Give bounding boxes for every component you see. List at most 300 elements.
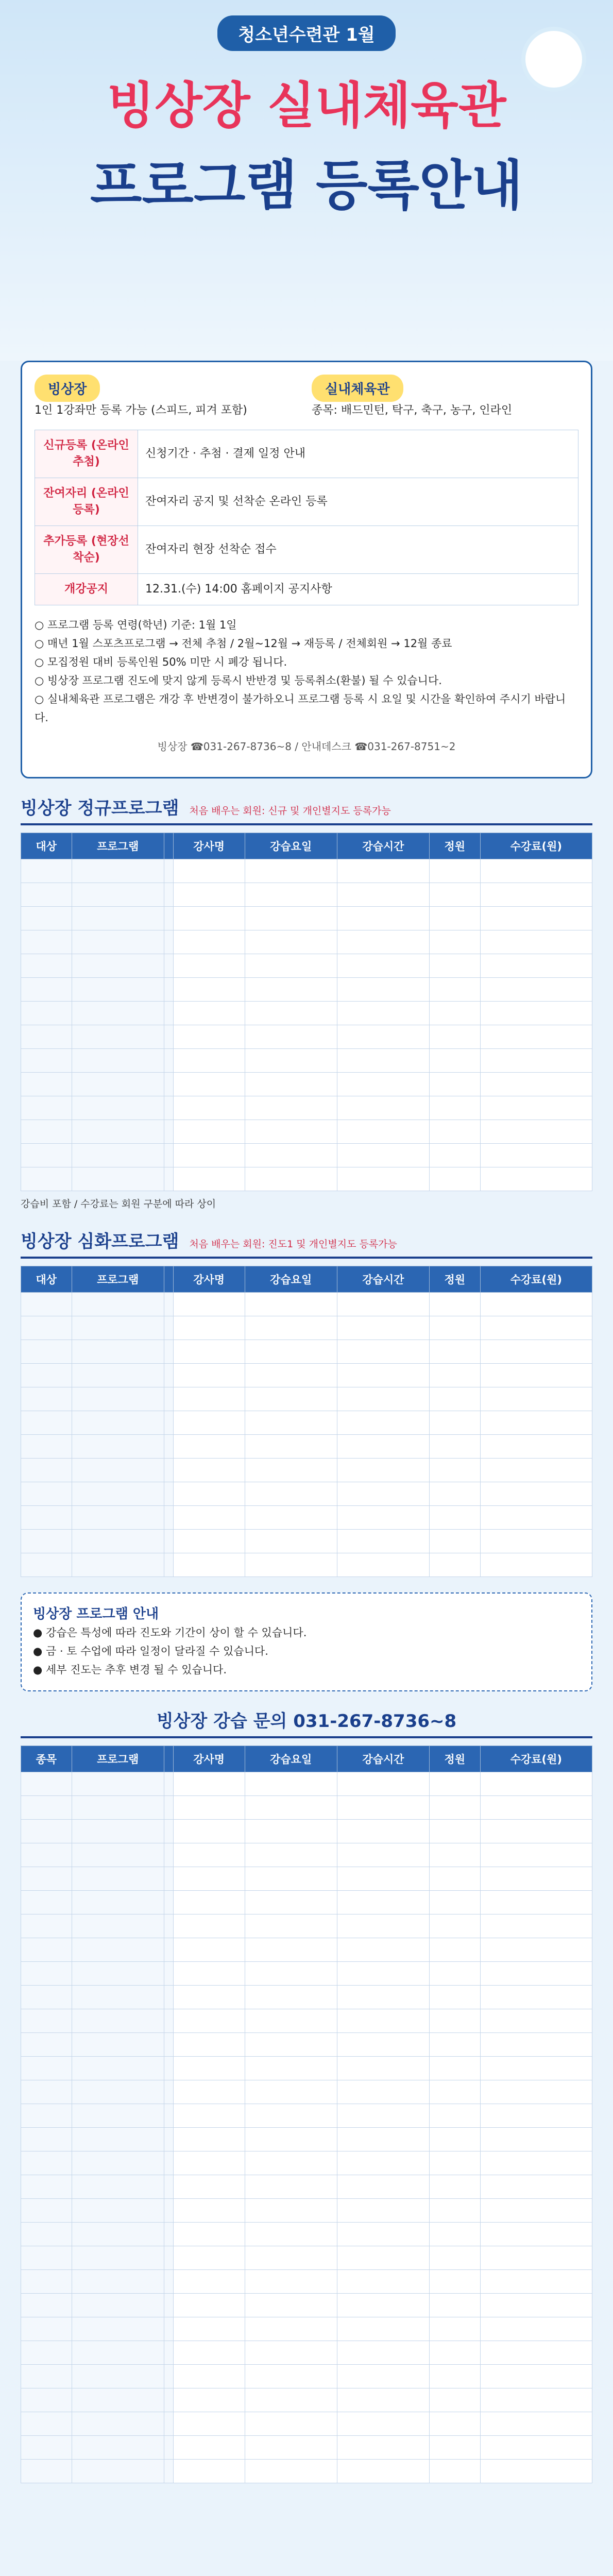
table-cell [480, 2009, 592, 2033]
table-cell [72, 1167, 164, 1191]
table-cell [245, 1073, 337, 1096]
table-row [21, 2388, 592, 2412]
table-cell [480, 883, 592, 907]
table-cell [173, 1144, 245, 1167]
table-cell [21, 1506, 72, 1530]
table-cell [430, 1096, 481, 1120]
table-cell [480, 2270, 592, 2294]
table-cell [173, 2151, 245, 2175]
table-cell [164, 2175, 173, 2199]
table-cell [21, 2057, 72, 2080]
table-cell [337, 2365, 429, 2388]
table-cell [430, 1025, 481, 1049]
table-cell [480, 2128, 592, 2151]
table-cell [21, 1293, 72, 1316]
table-cell [480, 2151, 592, 2175]
table-cell [173, 2460, 245, 2483]
table-cell [72, 2104, 164, 2128]
table-cell [337, 2199, 429, 2223]
table-cell [72, 2080, 164, 2104]
table-cell [21, 2365, 72, 2388]
table-row [21, 1914, 592, 1938]
table-cell [21, 883, 72, 907]
table-cell [337, 1867, 429, 1891]
table-cell [480, 859, 592, 883]
table-cell [72, 1914, 164, 1938]
table-cell [173, 2412, 245, 2436]
table-row [21, 2223, 592, 2246]
table-cell [21, 1167, 72, 1191]
table-cell [245, 2460, 337, 2483]
table-cell [245, 1459, 337, 1482]
table-cell [245, 907, 337, 930]
table-cell [245, 1411, 337, 1435]
table-row [21, 1553, 592, 1577]
schedule-body: 잔여자리 현장 선착순 접수 [138, 526, 578, 574]
table-cell [72, 1073, 164, 1096]
table-cell [173, 907, 245, 930]
table-cell [173, 1364, 245, 1387]
table-cell [173, 1867, 245, 1891]
table-cell [480, 1120, 592, 1144]
table-cell [480, 1506, 592, 1530]
table-cell [337, 1144, 429, 1167]
table-cell [21, 1002, 72, 1025]
table-row [21, 1120, 592, 1144]
table-cell [430, 1506, 481, 1530]
table-cell [337, 1962, 429, 1986]
table-cell [337, 2175, 429, 2199]
table-cell [480, 1459, 592, 1482]
table-cell [21, 2175, 72, 2199]
table-cell [164, 1986, 173, 2009]
table-cell [21, 2317, 72, 2341]
table-cell [430, 2341, 481, 2365]
table-row [21, 954, 592, 978]
table-cell [164, 1025, 173, 1049]
table-cell [173, 2223, 245, 2246]
table-cell [337, 1506, 429, 1530]
table-header: 프로그램 [72, 1266, 164, 1293]
table-row [21, 1167, 592, 1191]
table-header: 강습요일 [245, 1266, 337, 1293]
regular-table [21, 833, 592, 1191]
table-cell [480, 2104, 592, 2128]
table-cell [337, 2057, 429, 2080]
note-item: ○ 빙상장 프로그램 진도에 맞지 않게 등록시 반반경 및 등록취소(환불) 될 수 있습니다. [35, 674, 442, 687]
table-cell [480, 1553, 592, 1577]
table-cell [480, 1820, 592, 1843]
table-row [21, 2128, 592, 2151]
regular-title [21, 794, 592, 825]
table-header: 수강료(원) [480, 1746, 592, 1772]
table-cell [337, 1167, 429, 1191]
table-cell [173, 1938, 245, 1962]
gym-section [21, 1707, 592, 2483]
table-cell [21, 1962, 72, 1986]
table-cell [21, 2412, 72, 2436]
table-cell [72, 2175, 164, 2199]
table-cell [480, 1364, 592, 1387]
table-cell [480, 1049, 592, 1073]
guide-lines [33, 1623, 580, 1679]
table-cell [21, 1340, 72, 1364]
table-cell [72, 1891, 164, 1914]
table-cell [430, 1364, 481, 1387]
table-cell [480, 2033, 592, 2057]
table-cell [173, 883, 245, 907]
table-cell [164, 1293, 173, 1316]
table-cell [430, 1387, 481, 1411]
table-row [21, 1820, 592, 1843]
table-cell [245, 1820, 337, 1843]
table-cell [480, 1843, 592, 1867]
table-row [21, 1025, 592, 1049]
table-cell [480, 1796, 592, 1820]
table-cell [480, 1411, 592, 1435]
gym-title-text: 빙상장 강습 문의 031-267-8736~8 [156, 1711, 457, 1732]
table-row [21, 1938, 592, 1962]
table-header: 강습시간 [337, 1266, 429, 1293]
table-cell [337, 1459, 429, 1482]
table-cell [430, 1482, 481, 1506]
table-cell [173, 1914, 245, 1938]
schedule-row [35, 574, 578, 605]
table-cell [173, 2246, 245, 2270]
table-cell [480, 2460, 592, 2483]
table-cell [245, 1553, 337, 1577]
table-cell [430, 1002, 481, 1025]
table-cell [164, 1364, 173, 1387]
table-cell [72, 859, 164, 883]
table-cell [337, 907, 429, 930]
table-cell [164, 1411, 173, 1435]
table-header: 정원 [430, 1746, 481, 1772]
table-cell [21, 954, 72, 978]
table-cell [430, 2436, 481, 2460]
table-cell [480, 1962, 592, 1986]
table-cell [337, 883, 429, 907]
table-cell [164, 1506, 173, 1530]
table-row [21, 859, 592, 883]
table-cell [72, 1530, 164, 1553]
table-cell [173, 1340, 245, 1364]
table-cell [164, 2388, 173, 2412]
table-cell [72, 1144, 164, 1167]
table-cell [430, 1843, 481, 1867]
table-cell [337, 1316, 429, 1340]
table-cell [245, 1962, 337, 1986]
table-cell [72, 2151, 164, 2175]
table-cell [72, 1820, 164, 1843]
table-cell [337, 1553, 429, 1577]
table-header: 대상 [21, 1266, 72, 1293]
table-cell [480, 978, 592, 1002]
table-cell [245, 2294, 337, 2317]
table-cell [164, 1938, 173, 1962]
table-cell [164, 883, 173, 907]
schedule-head: 추가등록 (현장선착순) [35, 526, 138, 574]
table-cell [21, 859, 72, 883]
table-cell [245, 2388, 337, 2412]
table-cell [430, 2294, 481, 2317]
table-row [21, 2412, 592, 2436]
table-row [21, 1293, 592, 1316]
table-cell [480, 1772, 592, 1796]
table-cell [21, 1049, 72, 1073]
header-badge: 청소년수련관 1월 [217, 15, 395, 51]
table-cell [173, 1553, 245, 1577]
table-cell [245, 1938, 337, 1962]
table-cell [21, 1073, 72, 1096]
table-cell [164, 1340, 173, 1364]
table-cell [480, 1914, 592, 1938]
table-row [21, 2033, 592, 2057]
schedule-row [35, 478, 578, 526]
table-cell [337, 1293, 429, 1316]
table-cell [21, 1867, 72, 1891]
table-cell [430, 859, 481, 883]
table-cell [337, 1096, 429, 1120]
table-row [21, 2175, 592, 2199]
table-cell [430, 2388, 481, 2412]
table-cell [72, 1772, 164, 1796]
table-cell [480, 2199, 592, 2223]
table-cell [337, 2270, 429, 2294]
table-cell [164, 2341, 173, 2365]
table-cell [72, 1049, 164, 1073]
table-row [21, 1073, 592, 1096]
table-cell [245, 2223, 337, 2246]
table-cell [21, 2151, 72, 2175]
table-cell [72, 907, 164, 930]
table-cell [337, 2128, 429, 2151]
table-cell [173, 1316, 245, 1340]
table-cell [480, 1867, 592, 1891]
notes-list [35, 616, 578, 727]
table-cell [21, 2199, 72, 2223]
table-row [21, 2246, 592, 2270]
table-cell [21, 2104, 72, 2128]
table-cell [480, 1293, 592, 1316]
guide-line: ● 세부 진도는 추후 변경 될 수 있습니다. [33, 1664, 227, 1676]
regular-price-note: 강습비 포함 / 수강료는 회원 구분에 따라 상이 [21, 1198, 216, 1210]
table-cell [164, 1772, 173, 1796]
table-cell [164, 2436, 173, 2460]
table-cell [72, 1986, 164, 2009]
table-cell [173, 1073, 245, 1096]
table-cell [72, 2033, 164, 2057]
regular-note: 처음 배우는 회원: 신규 및 개인별지도 등록가능 [189, 805, 391, 817]
table-cell [480, 2294, 592, 2317]
table-cell [480, 2057, 592, 2080]
table-cell [337, 1025, 429, 1049]
table-cell [21, 1843, 72, 1867]
table-cell [164, 1144, 173, 1167]
table-cell [21, 1387, 72, 1411]
table-header: 강사명 [173, 1266, 245, 1293]
table-cell [245, 1435, 337, 1459]
table-cell [430, 1144, 481, 1167]
table-cell [72, 2365, 164, 2388]
gym-tag: 실내체육관 [312, 375, 403, 402]
table-cell [72, 1843, 164, 1867]
table-cell [430, 1796, 481, 1820]
table-cell [21, 1796, 72, 1820]
table-cell [430, 2412, 481, 2436]
table-cell [164, 2223, 173, 2246]
table-cell [164, 2412, 173, 2436]
table-cell [72, 1096, 164, 1120]
table-row [21, 1843, 592, 1867]
table-row [21, 1506, 592, 1530]
table-cell [173, 859, 245, 883]
table-cell [173, 1986, 245, 2009]
table-cell [21, 907, 72, 930]
table-cell [164, 1049, 173, 1073]
table-cell [164, 2104, 173, 2128]
table-cell [164, 1530, 173, 1553]
table-cell [430, 2151, 481, 2175]
table-cell [72, 1796, 164, 1820]
table-cell [245, 1506, 337, 1530]
advanced-title [21, 1227, 592, 1259]
table-row [21, 1962, 592, 1986]
table-cell [164, 1843, 173, 1867]
table-cell [21, 1144, 72, 1167]
table-cell [245, 2057, 337, 2080]
table-cell [245, 1530, 337, 1553]
table-cell [480, 1482, 592, 1506]
table-cell [430, 2128, 481, 2151]
table-cell [430, 1435, 481, 1459]
table-cell [245, 1364, 337, 1387]
table-cell [337, 2246, 429, 2270]
note-item: ○ 실내체육관 프로그램은 개강 후 반변경이 불가하오니 프로그램 등록 시 요일 및 시간을 확인하여 주시기 바랍니다. [35, 693, 566, 724]
table-cell [164, 1002, 173, 1025]
table-cell [164, 2128, 173, 2151]
table-cell [173, 1843, 245, 1867]
table-cell [245, 1482, 337, 1506]
table-cell [337, 1340, 429, 1364]
table-cell [173, 1167, 245, 1191]
table-cell [430, 2175, 481, 2199]
table-cell [72, 2388, 164, 2412]
table-cell [337, 954, 429, 978]
table-cell [337, 2341, 429, 2365]
table-cell [337, 1073, 429, 1096]
table-cell [72, 1867, 164, 1891]
table-cell [164, 907, 173, 930]
table-header [164, 1266, 173, 1293]
guide-line: ● 강습은 특성에 따라 진도와 기간이 상이 할 수 있습니다. [33, 1626, 307, 1639]
table-cell [430, 2246, 481, 2270]
table-cell [21, 1411, 72, 1435]
table-cell [164, 1553, 173, 1577]
table-cell [430, 2223, 481, 2246]
table-cell [173, 2341, 245, 2365]
table-cell [173, 1025, 245, 1049]
table-header: 강습요일 [245, 833, 337, 859]
table-cell [245, 1867, 337, 1891]
table-cell [173, 1796, 245, 1820]
table-cell [245, 2412, 337, 2436]
table-row [21, 1867, 592, 1891]
table-cell [72, 1411, 164, 1435]
table-cell [430, 2199, 481, 2223]
table-cell [173, 978, 245, 1002]
table-header: 강습시간 [337, 1746, 429, 1772]
table-cell [245, 1002, 337, 1025]
table-cell [430, 1986, 481, 2009]
table-cell [173, 2104, 245, 2128]
table-cell [337, 2317, 429, 2341]
table-cell [337, 2080, 429, 2104]
table-row [21, 907, 592, 930]
table-row [21, 1986, 592, 2009]
table-cell [480, 1387, 592, 1411]
table-cell [72, 1482, 164, 1506]
table-cell [245, 1049, 337, 1073]
table-cell [245, 2128, 337, 2151]
table-cell [480, 1435, 592, 1459]
table-cell [21, 1096, 72, 1120]
table-cell [21, 978, 72, 1002]
table-cell [164, 2199, 173, 2223]
table-cell [480, 1530, 592, 1553]
table-cell [173, 930, 245, 954]
table-cell [480, 1096, 592, 1120]
table-cell [245, 2175, 337, 2199]
table-row [21, 2057, 592, 2080]
table-cell [430, 1772, 481, 1796]
table-cell [164, 1387, 173, 1411]
table-row [21, 1144, 592, 1167]
table-cell [245, 2246, 337, 2270]
table-cell [173, 1506, 245, 1530]
table-row [21, 1411, 592, 1435]
table-cell [245, 883, 337, 907]
table-cell [164, 2365, 173, 2388]
table-cell [430, 1938, 481, 1962]
table-cell [21, 2341, 72, 2365]
table-cell [337, 1120, 429, 1144]
table-header: 강사명 [173, 833, 245, 859]
table-cell [480, 1340, 592, 1364]
regular-title-text: 빙상장 정규프로그램 [21, 798, 179, 819]
table-cell [245, 859, 337, 883]
table-cell [173, 1293, 245, 1316]
table-cell [173, 2388, 245, 2412]
table-cell [173, 2009, 245, 2033]
table-cell [480, 907, 592, 930]
table-cell [430, 2057, 481, 2080]
table-cell [430, 1411, 481, 1435]
snowman-icon [525, 31, 582, 88]
table-row [21, 2460, 592, 2483]
table-cell [430, 1293, 481, 1316]
table-cell [430, 1530, 481, 1553]
table-cell [337, 2436, 429, 2460]
schedule-body: 잔여자리 공지 및 선착순 온라인 등록 [138, 478, 578, 526]
guide-title: 빙상장 프로그램 안내 [33, 1606, 159, 1622]
table-cell [21, 1986, 72, 2009]
table-header [164, 833, 173, 859]
table-row [21, 1435, 592, 1459]
table-cell [21, 2223, 72, 2246]
table-cell [430, 2317, 481, 2341]
table-header: 강습요일 [245, 1746, 337, 1772]
